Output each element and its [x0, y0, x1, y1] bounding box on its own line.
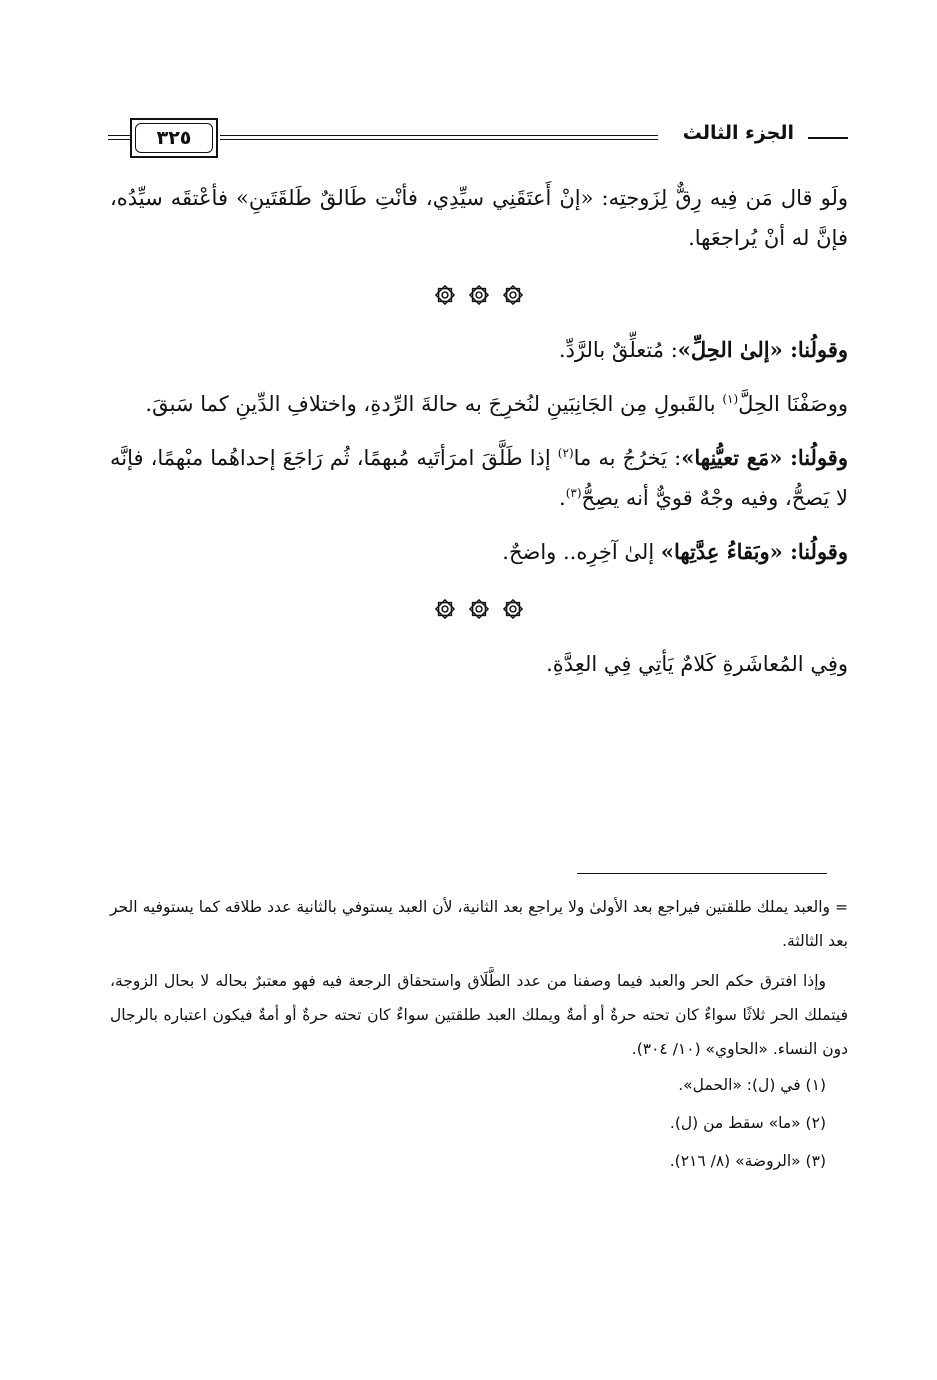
octagram-star-icon — [434, 284, 456, 306]
header-rule — [220, 135, 658, 140]
footnote-paragraph: وإذا افترق حكم الحر والعبد فيما وصفنا من عدد الطَّلَاق واستحقاق الرجعة فيه فهو معتبرٌ بحاله لا بحال الزوجة، فيتملك الحر ثلاثًا سواءٌ كان تحته حرةٌ أو أمةٌ ويملك العبد طلقتين سواءٌ كان تحته حرةٌ أو أمةٌ فيكون اعتباره بالرجال دون النساء. «الحاوي» (١٠/ ٣٠٤). — [110, 972, 848, 1058]
paragraph-4 — [110, 438, 848, 518]
octagram-star-icon — [434, 598, 456, 620]
paragraph-5 — [110, 532, 848, 572]
page-number: ٣٢٥ — [135, 123, 213, 153]
footnote-separator — [577, 873, 827, 874]
paragraph-1: ولَو قال مَن فِيه رِقٌّ لِزَوجتِه: «إنْ أَعتَقَنِي سيِّدِي، فأنْتِ طَالقٌ طَلقَتَينِ» فأعْتقَه سيِّدُه، فإنَّ له أنْ يُراجعَها. — [110, 186, 848, 250]
paragraph-text: : يَخرُجُ به ما — [573, 446, 682, 470]
paragraph-text: ووصَفْنَا الحِلَّ — [738, 392, 848, 416]
footnotes — [110, 890, 848, 1180]
main-text — [110, 178, 848, 698]
page-number-box — [130, 118, 218, 158]
octagram-star-icon — [502, 284, 524, 306]
paragraph-text: إلىٰ آخِرِه.. واضحٌ. — [502, 540, 661, 564]
paragraph-2 — [110, 330, 848, 370]
paragraph-text: بالقَبولِ مِن الجَانِبَينِ لنُخرِجَ به حالةَ الرِّدةِ، واختلافِ الدِّينِ كما سَبقَ. — [145, 392, 723, 416]
footnote-2: (٢) «ما» سقط من (ل). — [669, 1114, 826, 1132]
header-rule-left — [108, 135, 130, 140]
footnote-ref: (٣) — [565, 486, 582, 500]
paragraph-6: وفِي المُعاشَرةِ كَلامٌ يَأتِي فِي العِدَّةِ. — [546, 652, 848, 676]
octagram-star-icon — [502, 598, 524, 620]
section-divider — [110, 598, 848, 620]
section-title: الجزء الثالث — [682, 122, 794, 144]
paragraph-text: : مُتعلِّقٌ بالرَّدِّ. — [558, 338, 678, 362]
footnote-continuation: = والعبد يملك طلقتين فيراجع بعد الأولىٰ ولا يراجع بعد الثانية، لأن العبد يستوفي بالثانية عدد طلاقه كما يستوفيه الحر بعد الثالثة. — [110, 898, 848, 950]
page-header — [108, 108, 848, 168]
footnote-1: (١) في (ل): «الحمل». — [678, 1076, 826, 1094]
octagram-star-icon — [468, 598, 490, 620]
section-divider — [110, 284, 848, 306]
footnote-ref: (١) — [722, 392, 739, 406]
paragraph-3 — [110, 384, 848, 424]
quoted-term: وقولُنا: «إلىٰ الحِلِّ» — [677, 337, 848, 362]
paragraph-text: إذا طَلَّقَ امرَأتَيه مُبهمًا، ثُم رَاجَعَ إحداهُما مبْهمًا، فإنَّه لا يَصحُّ، وفيه وجْهٌ قويٌّ أنه يصِحُّ — [110, 446, 848, 510]
quoted-term: وقولُنا: «وبَقاءُ عِدَّتِها» — [660, 539, 848, 564]
footnote-ref: (٢) — [557, 446, 574, 460]
quoted-term: وقولُنا: «مَع تعيُّنِها» — [681, 445, 848, 470]
header-rule-right — [808, 137, 848, 139]
paragraph-text: . — [559, 486, 566, 510]
octagram-star-icon — [468, 284, 490, 306]
footnote-3: (٣) «الروضة» (٨/ ٢١٦). — [669, 1152, 826, 1170]
